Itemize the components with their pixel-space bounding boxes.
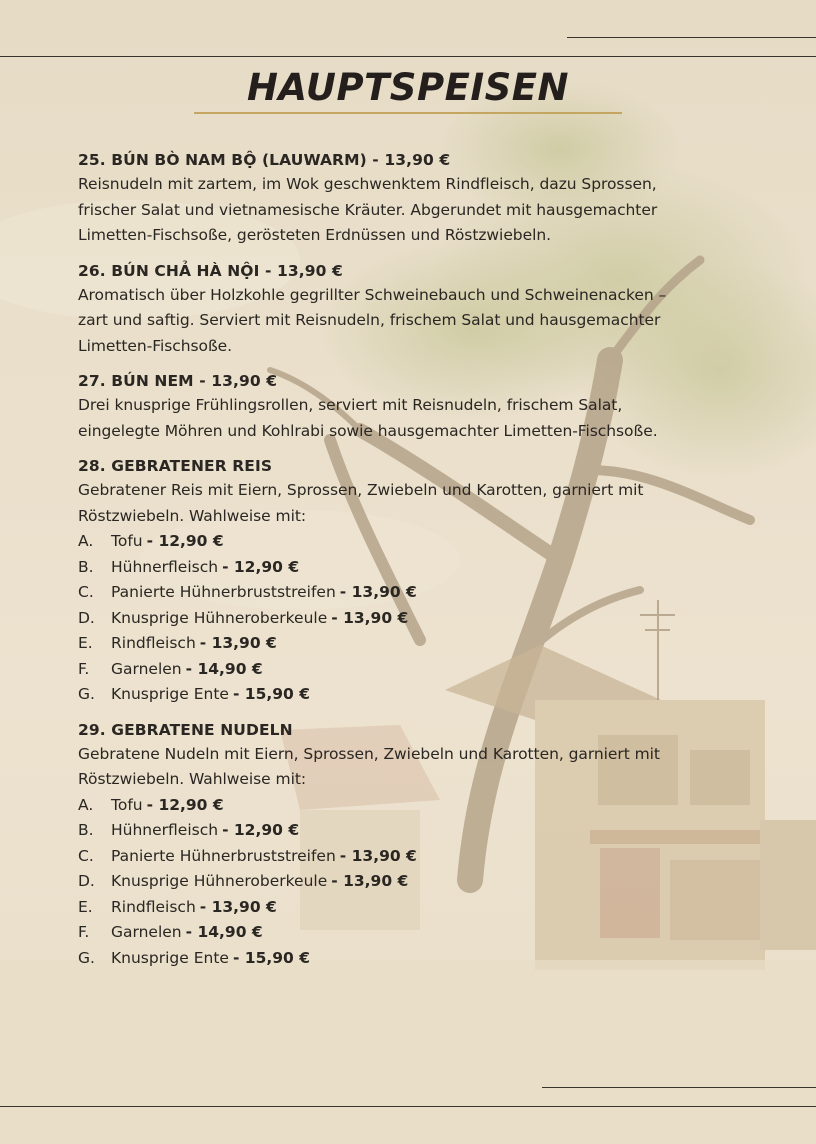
dish-title: 29. GEBRATENE NUDELN	[78, 720, 293, 739]
option-letter: B.	[78, 557, 94, 576]
menu-item	[78, 148, 738, 249]
menu-item	[78, 259, 738, 360]
description-line: Gebratener Reis mit Eiern, Sprossen, Zwiebeln und Karotten, garniert mit	[78, 481, 644, 499]
option-name: Hühnerfleisch	[111, 821, 219, 839]
option-item	[78, 818, 738, 844]
description-line: Röstzwiebeln. Wahlweise mit:	[78, 506, 307, 525]
option-name: Garnelen	[111, 659, 182, 678]
option-letter: A.	[78, 795, 94, 814]
option-name: Garnelen	[111, 923, 182, 941]
description-line: Gebratene Nudeln mit Eiern, Sprossen, Zwiebeln und Karotten, garniert mit	[78, 744, 660, 763]
option-item	[78, 895, 738, 921]
option-item	[78, 555, 738, 581]
option-price: - 15,90 €	[232, 948, 310, 967]
top-rule-long	[0, 56, 816, 57]
dish-description	[78, 478, 738, 529]
option-price: - 12,90 €	[146, 795, 224, 814]
option-item	[78, 793, 738, 819]
page-title: HAUPTSPEISEN	[246, 66, 570, 109]
option-price: - 14,90 €	[185, 923, 263, 941]
menu-item	[78, 369, 738, 444]
option-name: Knusprige Ente	[111, 685, 229, 703]
description-line: zart und saftig. Serviert mit Reisnudeln, frischem Salat und hausgemachter	[78, 311, 661, 329]
option-price: - 12,90 €	[222, 821, 300, 839]
option-letter: C.	[78, 583, 94, 601]
dish-description	[78, 393, 738, 444]
dish-title: 28. GEBRATENER REIS	[78, 457, 273, 475]
option-item	[78, 844, 738, 870]
option-price: - 15,90 €	[232, 685, 310, 703]
dish-description	[78, 742, 738, 793]
option-name: Tofu	[111, 532, 143, 550]
option-name: Tofu	[111, 795, 143, 814]
option-price: - 13,90 €	[331, 608, 409, 627]
option-letter: D.	[78, 872, 95, 890]
option-price: - 12,90 €	[222, 557, 300, 576]
option-price: - 14,90 €	[185, 659, 263, 678]
description-line: Reisnudeln mit zartem, im Wok geschwenktem Rindfleisch, dazu Sprossen,	[78, 175, 657, 193]
dish-title: 26. BÚN CHẢ HÀ NỘI - 13,90 €	[78, 261, 343, 280]
option-price: - 13,90 €	[199, 634, 277, 652]
description-line: Limetten-Fischsoße.	[78, 336, 233, 355]
title-underline	[194, 112, 622, 114]
option-name: Knusprige Hühneroberkeule	[111, 608, 328, 627]
dish-title: 27. BÚN NEM - 13,90 €	[78, 372, 278, 390]
description-line: frischer Salat und vietnamesische Kräuter. Abgerundet mit hausgemachter	[78, 200, 658, 219]
description-line: Drei knusprige Frühlingsrollen, serviert mit Reisnudeln, frischem Salat,	[78, 396, 623, 414]
option-price: - 13,90 €	[339, 583, 417, 601]
option-name: Rindfleisch	[111, 897, 196, 916]
option-letter: F.	[78, 659, 90, 678]
option-item	[78, 631, 738, 657]
option-letter: G.	[78, 948, 95, 967]
option-letter: C.	[78, 846, 94, 865]
option-name: Rindfleisch	[111, 634, 196, 652]
option-item	[78, 869, 738, 895]
dish-description	[78, 172, 738, 249]
menu-item	[78, 454, 738, 708]
option-item	[78, 657, 738, 683]
option-name: Hühnerfleisch	[111, 557, 219, 576]
option-letter: A.	[78, 532, 94, 550]
menu-item	[78, 718, 738, 972]
option-letter: G.	[78, 685, 95, 703]
option-item	[78, 529, 738, 555]
option-item	[78, 920, 738, 946]
option-letter: F.	[78, 923, 90, 941]
option-price: - 13,90 €	[331, 872, 409, 890]
option-price: - 13,90 €	[339, 846, 417, 865]
option-item	[78, 946, 738, 972]
menu-content	[78, 148, 738, 981]
dish-description	[78, 283, 738, 360]
option-price: - 13,90 €	[199, 897, 277, 916]
description-line: Röstzwiebeln. Wahlweise mit:	[78, 770, 307, 788]
option-letter: E.	[78, 897, 93, 916]
option-letter: B.	[78, 821, 94, 839]
option-price: - 12,90 €	[146, 532, 224, 550]
description-line: eingelegte Möhren und Kohlrabi sowie hausgemachter Limetten-Fischsoße.	[78, 421, 658, 440]
bottom-rule-long	[0, 1106, 816, 1107]
option-letter: D.	[78, 608, 95, 627]
option-name: Knusprige Hühneroberkeule	[111, 872, 328, 890]
option-list	[78, 529, 738, 708]
description-line: Aromatisch über Holzkohle gegrillter Schweinebauch und Schweinenacken –	[78, 285, 667, 304]
top-rule-short	[567, 37, 816, 38]
option-item	[78, 682, 738, 708]
option-name: Panierte Hühnerbruststreifen	[111, 846, 336, 865]
option-name: Knusprige Ente	[111, 948, 229, 967]
option-letter: E.	[78, 634, 93, 652]
option-list	[78, 793, 738, 972]
option-name: Panierte Hühnerbruststreifen	[111, 583, 336, 601]
dish-title: 25. BÚN BÒ NAM BỘ (LAUWARM) - 13,90 €	[78, 151, 451, 169]
option-item	[78, 606, 738, 632]
description-line: Limetten-Fischsoße, gerösteten Erdnüssen und Röstzwiebeln.	[78, 226, 551, 244]
option-item	[78, 580, 738, 606]
bottom-rule-short	[542, 1087, 816, 1088]
